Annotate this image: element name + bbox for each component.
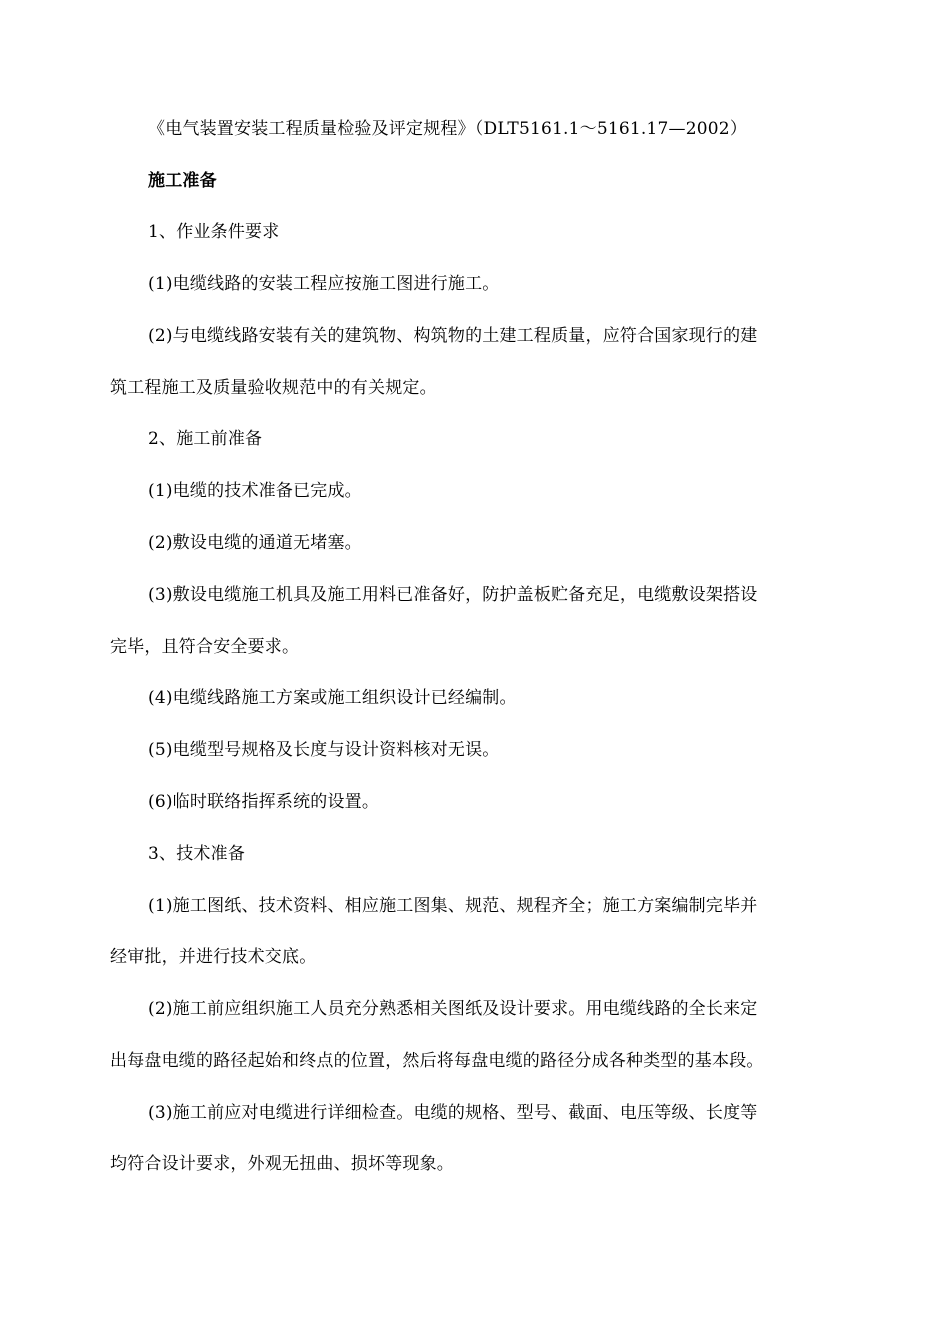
paragraph-line: (5)电缆型号规格及长度与设计资料核对无误。: [148, 740, 500, 760]
paragraph-line: (2)施工前应组织施工人员充分熟悉相关图纸及设计要求。用电缆线路的全长来定: [148, 999, 758, 1019]
heading-work-conditions: 1、作业条件要求: [148, 222, 280, 242]
paragraph-line: (2)与电缆线路安装有关的建筑物、构筑物的土建工程质量，应符合国家现行的建: [148, 326, 758, 346]
paragraph-line: (2)敷设电缆的通道无堵塞。: [148, 533, 362, 553]
paragraph-line: (6)临时联络指挥系统的设置。: [148, 792, 380, 812]
paragraph-line: (1)电缆线路的安装工程应按施工图进行施工。: [148, 274, 500, 294]
paragraph-line: (3)施工前应对电缆进行详细检查。电缆的规格、型号、截面、电压等级、长度等: [148, 1103, 758, 1123]
heading-pre-construction: 2、施工前准备: [148, 429, 263, 449]
paragraph-line: (3)敷设电缆施工机具及施工用料已准备好，防护盖板贮备充足，电缆敷设架搭设: [148, 585, 758, 605]
paragraph-line: (4)电缆线路施工方案或施工组织设计已经编制。: [148, 688, 517, 708]
section-title: 施工准备: [148, 171, 217, 191]
paragraph-line: 筑工程施工及质量验收规范中的有关规定。: [110, 378, 437, 398]
paragraph-line: 经审批，并进行技术交底。: [110, 947, 317, 967]
paragraph-line: (1)电缆的技术准备已完成。: [148, 481, 362, 501]
paragraph-line: 出每盘电缆的路径起始和终点的位置，然后将每盘电缆的路径分成各种类型的基本段。: [110, 1051, 764, 1071]
standard-reference: 《电气装置安装工程质量检验及评定规程》（DLT5161.1～5161.17—2002）: [148, 119, 748, 139]
paragraph-line: 完毕，且符合安全要求。: [110, 637, 300, 657]
heading-technical-prep: 3、技术准备: [148, 844, 246, 864]
paragraph-line: (1)施工图纸、技术资料、相应施工图集、规范、规程齐全；施工方案编制完毕并: [148, 896, 758, 916]
paragraph-line: 均符合设计要求，外观无扭曲、损坏等现象。: [110, 1154, 454, 1174]
